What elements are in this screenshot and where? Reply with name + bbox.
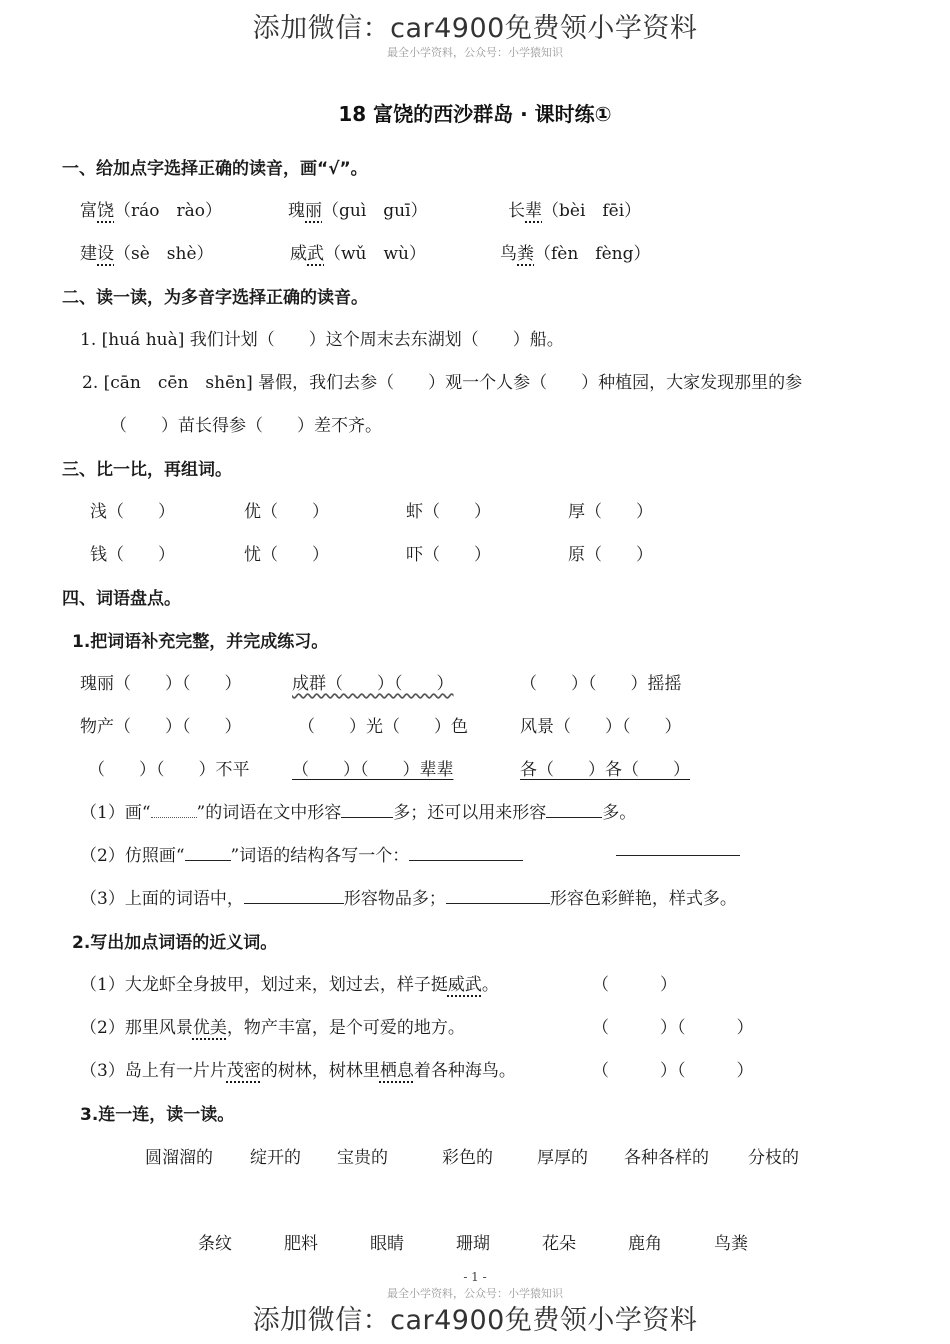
match-top-word[interactable]: 厚厚的 (537, 1148, 588, 1168)
question-3 (80, 884, 737, 909)
match-bottom-word[interactable]: 花朵 (542, 1234, 576, 1254)
question-text: 的树林，树林里 (260, 1061, 380, 1081)
compare-item[interactable]: 虾（ ） (406, 502, 491, 522)
question-text: （3）上面的词语中， (80, 889, 244, 909)
item-text: 瑰 (288, 201, 305, 221)
pinyin-options[interactable]: （ráo rào） (114, 201, 222, 221)
answer-blank[interactable] (409, 846, 523, 861)
question-text: ”的词语在文中形容 (196, 803, 342, 823)
match-top-word[interactable]: 分枝的 (748, 1148, 799, 1168)
dotted-char: 辈 (525, 201, 542, 221)
watermark-top: 添加微信：car4900免费领小学资料 (252, 13, 698, 44)
answer-blank[interactable] (546, 803, 602, 818)
item-text: 富 (80, 201, 97, 221)
question-text: （3）岛上有一片片 (80, 1061, 227, 1081)
subsection-1-heading: 1.把词语补充完整，并完成练习。 (72, 632, 329, 652)
pinyin-item (80, 196, 222, 221)
question-text: 多。 (602, 803, 637, 823)
question-text: 着各种海鸟。 (413, 1061, 516, 1081)
match-top-word[interactable]: 各种各样的 (624, 1148, 709, 1168)
compare-item[interactable]: 钱（ ） (90, 545, 175, 565)
item-text: 建 (80, 244, 97, 264)
question-text: 多；还可以用来形容 (393, 803, 547, 823)
pinyin-item (80, 239, 214, 264)
compare-item[interactable]: 浅（ ） (90, 502, 175, 522)
question-text: 形容物品多； (343, 889, 446, 909)
dotted-char: 饶 (97, 201, 114, 221)
answer-blank-2[interactable] (616, 841, 740, 861)
match-bottom-word[interactable]: 肥料 (284, 1234, 318, 1254)
compare-item[interactable]: 优（ ） (244, 502, 329, 522)
question-text: ”词语的结构各写一个： (230, 846, 410, 866)
match-bottom-word[interactable]: 珊瑚 (456, 1234, 490, 1254)
faint-header-text: 最全小学资料，公众号：小学猿知识 (387, 46, 563, 59)
dotted-word: 茂密 (226, 1061, 261, 1081)
question-text: 。 (481, 975, 499, 995)
question-text: 形容色彩鲜艳，样式多。 (549, 889, 737, 909)
match-bottom-word[interactable]: 眼睛 (370, 1234, 404, 1254)
pinyin-item (508, 196, 641, 221)
polyphone-question-2-cont[interactable]: （ ）苗长得参（ ）差不齐。 (110, 416, 382, 436)
pinyin-options[interactable]: （wǔ wù） (324, 244, 426, 264)
line-sample (185, 846, 231, 861)
subsection-3-heading: 3.连一连，读一读。 (80, 1105, 235, 1125)
dotted-char: 粪 (517, 244, 534, 264)
question-text: （2）那里风景 (80, 1018, 193, 1038)
match-bottom-word[interactable]: 鹿角 (628, 1234, 662, 1254)
match-bottom-word[interactable]: 条纹 (198, 1234, 232, 1254)
word-fill-item-underlined[interactable]: 各（ ）各（ ） (520, 760, 690, 780)
wavy-line-sample (151, 805, 197, 818)
subsection-2-heading: 2.写出加点词语的近义词。 (72, 933, 278, 953)
word-fill-item[interactable]: （ ）光（ ）色 (298, 717, 468, 737)
compare-item[interactable]: 厚（ ） (568, 502, 653, 522)
section-2-heading: 二、读一读，为多音字选择正确的读音。 (62, 288, 368, 308)
match-top-word[interactable]: 彩色的 (442, 1148, 493, 1168)
question-text: ，物产丰富，是个可爱的地方。 (226, 1018, 465, 1038)
pinyin-options[interactable]: （guì guī） (322, 201, 428, 221)
item-text: 长 (508, 201, 525, 221)
word-fill-item[interactable]: 瑰丽（ ）（ ） (80, 674, 242, 694)
pinyin-item (290, 239, 426, 264)
synonym-question-3 (80, 1056, 516, 1081)
dotted-char: 丽 (305, 201, 322, 221)
page-number: - 1 - (463, 1270, 487, 1284)
question-text: （2）仿照画“ (80, 846, 185, 866)
polyphone-question-1[interactable]: 1. [huá huà] 我们计划（ ）这个周末去东湖划（ ）船。 (80, 330, 564, 350)
pinyin-options[interactable]: （bèi fēi） (542, 201, 642, 221)
dotted-word: 栖息 (379, 1061, 414, 1081)
match-top-word[interactable]: 圆溜溜的 (145, 1148, 213, 1168)
item-text: 威 (290, 244, 307, 264)
word-fill-item[interactable]: （ ）（ ）不平 (88, 760, 250, 780)
answer-blank[interactable] (244, 889, 344, 904)
word-fill-item-underlined[interactable]: （ ）（ ）辈辈 (292, 760, 454, 780)
word-fill-item[interactable]: 风景（ ）（ ） (520, 717, 682, 737)
match-top-word[interactable]: 宝贵的 (337, 1148, 388, 1168)
synonym-question-1 (80, 970, 499, 995)
question-2 (80, 841, 523, 866)
section-4-heading: 四、词语盘点。 (62, 589, 181, 609)
word-fill-item[interactable]: 物产（ ）（ ） (80, 717, 242, 737)
word-fill-item-wavy[interactable]: 成群（ ）（ ） (292, 674, 454, 694)
question-text: （1）大龙虾全身披甲，划过来，划过去，样子挺 (80, 975, 448, 995)
compare-item[interactable]: 吓（ ） (406, 545, 491, 565)
synonym-question-2 (80, 1013, 465, 1038)
polyphone-question-2[interactable]: 2. [cān cēn shēn] 暑假，我们去参（ ）观一个人参（ ）种植园，大家发现那里的参 (82, 373, 803, 393)
match-top-word[interactable]: 绽开的 (250, 1148, 301, 1168)
compare-item[interactable]: 忧（ ） (244, 545, 329, 565)
dotted-word: 威武 (447, 975, 482, 995)
answer-blank[interactable] (446, 889, 550, 904)
dotted-word: 优美 (192, 1018, 227, 1038)
answer-blank[interactable] (341, 803, 393, 818)
pinyin-item (500, 239, 651, 264)
pinyin-item (288, 196, 428, 221)
item-text: 鸟 (500, 244, 517, 264)
question-1 (80, 798, 636, 823)
question-text: （1）画“ (80, 803, 151, 823)
synonym-answer[interactable]: （ ）（ ） (592, 1018, 754, 1038)
page-title: 18 富饶的西沙群岛 · 课时练① (338, 102, 612, 126)
synonym-answer[interactable]: （ ）（ ） (592, 1061, 754, 1081)
pinyin-options[interactable]: （fèn fèng） (534, 244, 651, 264)
faint-footer-text: 最全小学资料，公众号：小学猿知识 (387, 1287, 563, 1300)
section-3-heading: 三、比一比，再组词。 (62, 460, 232, 480)
match-bottom-word[interactable]: 鸟粪 (714, 1234, 748, 1254)
dotted-char: 武 (307, 244, 324, 264)
watermark-bottom: 添加微信：car4900免费领小学资料 (252, 1305, 698, 1336)
compare-item[interactable]: 原（ ） (568, 545, 653, 565)
section-1-heading: 一、给加点字选择正确的读音，画“√”。 (62, 159, 368, 179)
dotted-char: 设 (97, 244, 114, 264)
synonym-answer[interactable]: （ ） (592, 975, 677, 995)
pinyin-options[interactable]: （sè shè） (114, 244, 214, 264)
word-fill-item[interactable]: （ ）（ ）摇摇 (520, 674, 682, 694)
